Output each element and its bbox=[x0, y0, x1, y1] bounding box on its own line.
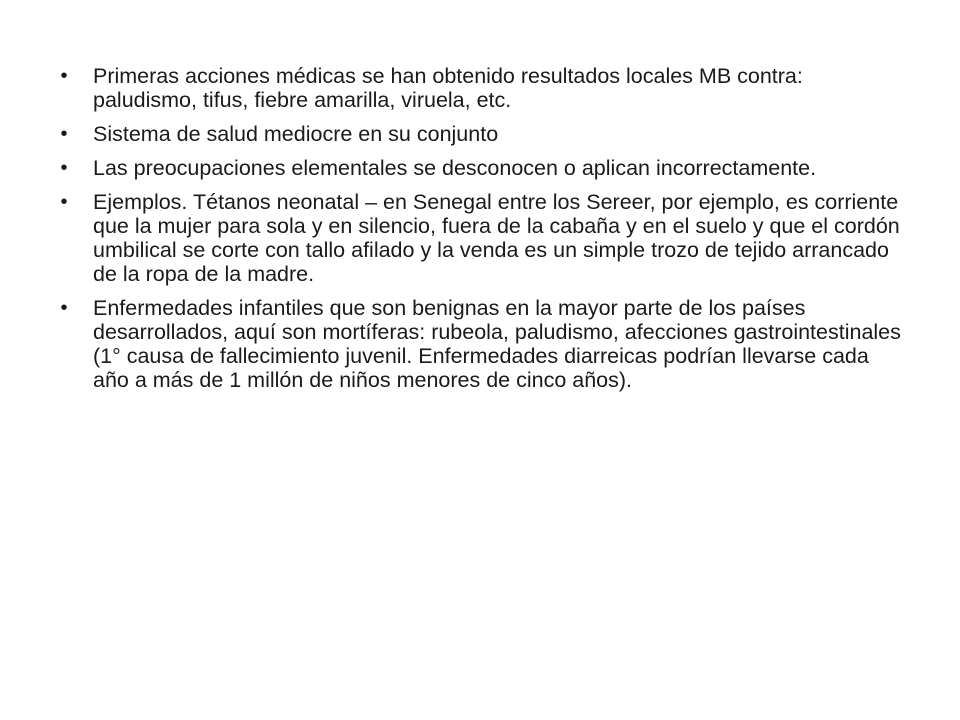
bullet-text: Enfermedades infantiles que son benignas en la mayor parte de los países desarrollados, aquí son mortíferas: rubeola, paludismo, afecciones gastrointestinales (1° causa de fallecimiento juvenil. Enfermedades diarreicas podrían llevarse cada año a más de 1 millón de niños menores de cinco años). bbox=[93, 296, 901, 392]
bullet-item-4 bbox=[57, 190, 907, 286]
bullet-dot-icon: • bbox=[60, 297, 68, 319]
bullet-text: Sistema de salud mediocre en su conjunto bbox=[93, 122, 499, 146]
bullet-list bbox=[57, 64, 907, 402]
bullet-text: Las preocupaciones elementales se desconocen o aplican incorrectamente. bbox=[93, 156, 817, 180]
bullet-item-5 bbox=[57, 296, 907, 392]
bullet-item-1 bbox=[57, 64, 907, 112]
bullet-dot-icon: • bbox=[60, 65, 68, 87]
bullet-text: Primeras acciones médicas se han obtenido resultados locales MB contra: paludismo, tifus, fiebre amarilla, viruela, etc. bbox=[93, 64, 803, 112]
bullet-text: Ejemplos. Tétanos neonatal – en Senegal entre los Sereer, por ejemplo, es corriente que la mujer para sola y en silencio, fuera de la cabaña y en el suelo y que el cordón umbilical se corte con tallo afilado y la venda es un simple trozo de tejido arrancado de la ropa de la madre. bbox=[93, 190, 900, 286]
bullet-item-3 bbox=[57, 156, 907, 180]
bullet-dot-icon: • bbox=[60, 191, 68, 213]
bullet-dot-icon: • bbox=[60, 123, 68, 145]
bullet-item-2 bbox=[57, 122, 907, 146]
bullet-dot-icon: • bbox=[60, 157, 68, 179]
